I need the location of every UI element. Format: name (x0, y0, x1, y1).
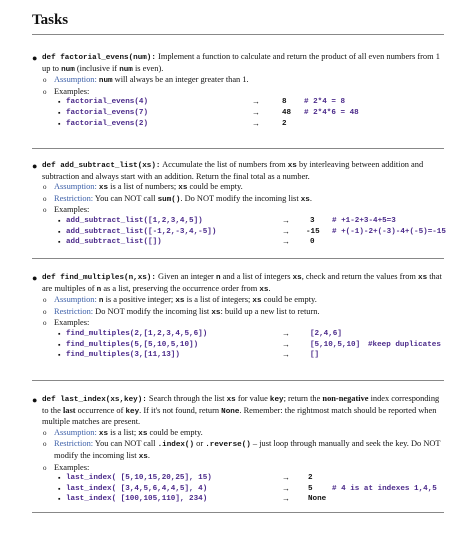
page-title: Tasks (32, 12, 69, 28)
divider (32, 148, 444, 149)
bullet-icon: ● (32, 53, 38, 63)
example-row: ▪ add_subtract_list([-1,2,-3,4,-5]) → -15 # +(-1)-2+(-3)-4+(-5)=-15 (58, 226, 446, 236)
divider (32, 380, 444, 381)
task-last-index (32, 394, 446, 505)
circle-bullet-icon: o (43, 183, 47, 192)
restriction: o Restriction: You can NOT call .index() or .reverse() – just loop through manually and seek the key. Do NOT modify the incoming list xs. (43, 439, 441, 461)
arrow-icon: → (282, 339, 290, 349)
example-row: ▪ find_multiples(2,[1,2,3,4,5,6]) → [2,4,6] (58, 328, 342, 338)
circle-bullet-icon: o (43, 76, 47, 85)
arrow-icon: → (282, 226, 290, 236)
example-row: ▪ find_multiples(5,[5,10,5,10]) → [5,10,5,10] #keep duplicates (58, 339, 441, 349)
bullet-icon: ● (32, 273, 38, 283)
assumption: o Assumption: n is a positive integer; xs is a list of integers; xs could be empty. (43, 295, 317, 306)
example-row: ▪ factorial_evens(4) → 8 # 2*4 = 8 (58, 97, 346, 107)
arrow-icon: → (282, 237, 290, 247)
square-bullet-icon: ▪ (58, 108, 61, 117)
arrow-icon: → (282, 494, 290, 504)
task-find-multiples (32, 272, 446, 361)
circle-bullet-icon: o (43, 463, 47, 472)
divider (32, 258, 444, 259)
arrow-icon: → (252, 107, 260, 117)
square-bullet-icon: ▪ (58, 351, 61, 360)
circle-bullet-icon: o (43, 428, 47, 437)
task-factorial-evens (32, 52, 446, 129)
example-row: ▪ factorial_evens(7) → 48 # 2*4*6 = 48 (58, 107, 359, 117)
function-signature: def factorial_evens(num): (42, 54, 156, 62)
task-description: def find_multiples(n,xs): Given an integer n and a list of integers xs, check and return the values from xs that are multiples of n as a list, preserving the occurrence order from xs. (42, 272, 442, 294)
task-add-subtract-list (32, 160, 446, 248)
assumption: o Assumption: xs is a list; xs could be empty. (43, 427, 203, 438)
assumption: o Assumption: xs is a list of numbers; xs could be empty. (43, 182, 243, 193)
bullet-icon: ● (32, 161, 38, 171)
circle-bullet-icon: o (43, 194, 47, 203)
square-bullet-icon: ▪ (58, 474, 61, 483)
assumption: o Assumption: num will always be an integer greater than 1. (43, 75, 249, 86)
divider (32, 512, 444, 513)
example-row: ▪ add_subtract_list([1,2,3,4,5]) → 3 # +1-2+3-4+5=3 (58, 215, 396, 225)
bullet-icon: ● (32, 395, 38, 405)
function-signature: def last_index(xs,key): (42, 396, 147, 404)
task-description: def last_index(xs,key): Search through the list xs for value key; return the non-negative index corresponding to the last occurrence of key. If it's not found, return None. Remember: the rightmost match should be reported when multiple matches are present. (42, 394, 440, 427)
example-row: ▪ last_index( [3,4,5,6,4,4,5], 4) → 5 # 4 is at indexes 1,4,5 (58, 483, 437, 493)
task-description: def add_subtract_list(xs): Accumulate the list of numbers from xs by interleaving between addition and subtraction and always start with an addition. Return the final total as a number. (42, 160, 424, 181)
restriction: o Restriction: You can NOT call sum(). Do NOT modify the incoming list xs. (43, 193, 312, 204)
example-row: ▪ add_subtract_list([]) → 0 (58, 237, 315, 247)
example-row: ▪ last_index( [5,10,15,20,25], 15) → 2 (58, 473, 313, 483)
square-bullet-icon: ▪ (58, 227, 61, 236)
function-signature: def add_subtract_list(xs): (42, 162, 161, 170)
examples-label: o Examples: (43, 318, 90, 328)
circle-bullet-icon: o (43, 87, 47, 96)
arrow-icon: → (282, 483, 290, 493)
arrow-icon: → (252, 118, 260, 128)
arrow-icon: → (282, 350, 290, 360)
arrow-icon: → (252, 97, 260, 107)
arrow-icon: → (282, 215, 290, 225)
examples-label: o Examples: (43, 86, 90, 96)
square-bullet-icon: ▪ (58, 495, 61, 504)
arrow-icon: → (282, 328, 290, 338)
circle-bullet-icon: o (43, 440, 47, 449)
square-bullet-icon: ▪ (58, 119, 61, 128)
examples-label: o Examples: (43, 205, 90, 215)
circle-bullet-icon: o (43, 206, 47, 215)
square-bullet-icon: ▪ (58, 216, 61, 225)
square-bullet-icon: ▪ (58, 98, 61, 107)
circle-bullet-icon: o (43, 319, 47, 328)
divider (32, 34, 444, 35)
square-bullet-icon: ▪ (58, 238, 61, 247)
task-description: def factorial_evens(num): Implement a function to calculate and return the product of all even numbers from 1 up to num (inclusive if num is even). (42, 52, 440, 74)
square-bullet-icon: ▪ (58, 340, 61, 349)
example-row: ▪ last_index( [100,105,110], 234) → None (58, 494, 327, 504)
restriction: o Restriction: Do NOT modify the incoming list xs: build up a new list to return. (43, 306, 320, 317)
arrow-icon: → (282, 473, 290, 483)
square-bullet-icon: ▪ (58, 484, 61, 493)
example-row: ▪ find_multiples(3,[11,13]) → [] (58, 350, 320, 360)
square-bullet-icon: ▪ (58, 329, 61, 338)
circle-bullet-icon: o (43, 296, 47, 305)
circle-bullet-icon: o (43, 307, 47, 316)
function-signature: def find_multiples(n,xs): (42, 274, 156, 282)
examples-label: o Examples: (43, 462, 90, 472)
example-row: ▪ factorial_evens(2) → 2 (58, 118, 287, 128)
